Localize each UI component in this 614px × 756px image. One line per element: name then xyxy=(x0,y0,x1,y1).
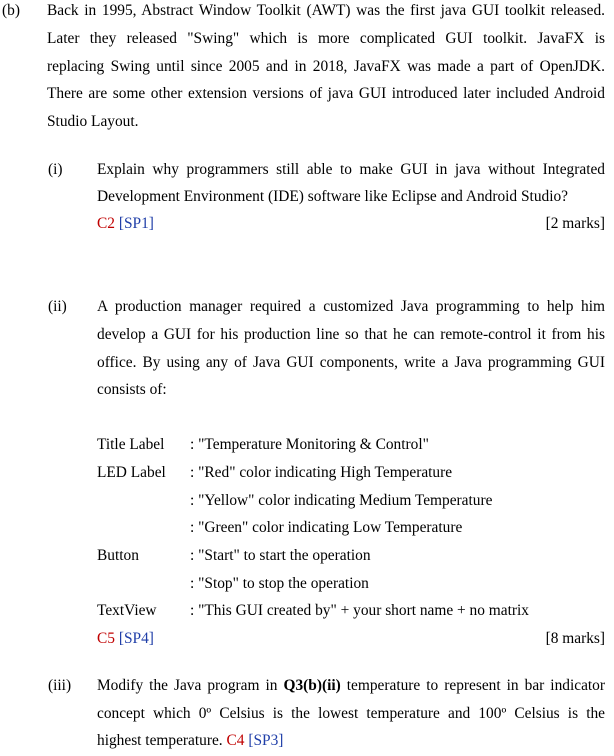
component-desc-led-yellow: : "Yellow" color indicating Medium Temperature xyxy=(190,492,493,509)
part-b-line-2: Later they released "Swing" which is more complicated GUI toolkit. JavaFX is xyxy=(47,30,605,47)
question-ii-line-4: consists of: xyxy=(97,381,167,398)
question-ii-line-2: develop a GUI for his production line so that he can remote-control it from his xyxy=(97,326,605,343)
skill-code: [SP3] xyxy=(248,732,284,749)
course-outcome-code: C4 xyxy=(226,732,245,749)
component-desc-button-start: : "Start" to start the operation xyxy=(190,547,371,564)
question-iii-line-3 xyxy=(97,732,283,750)
component-name-led-label: LED Label xyxy=(97,464,166,481)
component-desc-led-green: : "Green" color indicating Low Temperature xyxy=(190,519,463,536)
question-iii-line-1 xyxy=(97,677,605,695)
question-ii-label: (ii) xyxy=(48,298,67,315)
skill-code: [SP4] xyxy=(118,630,154,647)
question-i-marks: [2 marks] xyxy=(545,215,605,232)
part-b-line-4: There are some other extension versions of java GUI introduced later included Android xyxy=(47,85,605,102)
question-reference: Q3(b)(ii) xyxy=(283,677,341,694)
part-b-line-1: Back in 1995, Abstract Window Toolkit (AWT) was the first java GUI toolkit released. xyxy=(47,2,605,19)
question-ii-outcome xyxy=(97,630,154,648)
component-desc-textview: : "This GUI created by" + your short name + no matrix xyxy=(190,602,529,619)
question-iii-line-3-text: highest temperature. xyxy=(97,732,227,749)
question-ii-line-1: A production manager required a customized Java programming to help him xyxy=(97,298,605,315)
question-i-line-1: Explain why programmers still able to make GUI in java without Integrated xyxy=(97,161,605,178)
component-name-textview: TextView xyxy=(97,602,157,619)
question-i-label: (i) xyxy=(48,161,63,178)
component-desc-led-red: : "Red" color indicating High Temperature xyxy=(190,464,453,481)
question-iii-line-1-pre: Modify the Java program in xyxy=(97,677,284,694)
question-ii-marks: [8 marks] xyxy=(545,630,605,647)
question-i-outcome xyxy=(97,215,154,233)
part-b-label: (b) xyxy=(2,2,20,19)
part-b-line-3: replacing Swing until since 2005 and in 2018, JavaFX was made a part of OpenJDK. xyxy=(47,58,605,75)
part-b-line-5: Studio Layout. xyxy=(47,113,139,130)
question-i-line-2: Development Environment (IDE) software like Eclipse and Android Studio? xyxy=(97,188,569,205)
component-name-title-label: Title Label xyxy=(97,436,165,453)
component-desc-button-stop: : "Stop" to stop the operation xyxy=(190,575,369,592)
question-ii-line-3: office. By using any of Java GUI components, write a Java programming GUI xyxy=(97,354,605,371)
course-outcome-code: C5 xyxy=(97,630,115,647)
component-name-button: Button xyxy=(97,547,139,564)
question-iii-label: (iii) xyxy=(48,677,72,694)
question-iii-line-1-post: temperature to represent in bar indicator xyxy=(340,677,605,694)
skill-code: [SP1] xyxy=(118,215,154,232)
course-outcome-code: C2 xyxy=(97,215,115,232)
question-iii-line-2: concept which 0º Celsius is the lowest temperature and 100º Celsius is the xyxy=(97,705,605,722)
component-desc-title-label: : "Temperature Monitoring & Control" xyxy=(190,436,429,453)
